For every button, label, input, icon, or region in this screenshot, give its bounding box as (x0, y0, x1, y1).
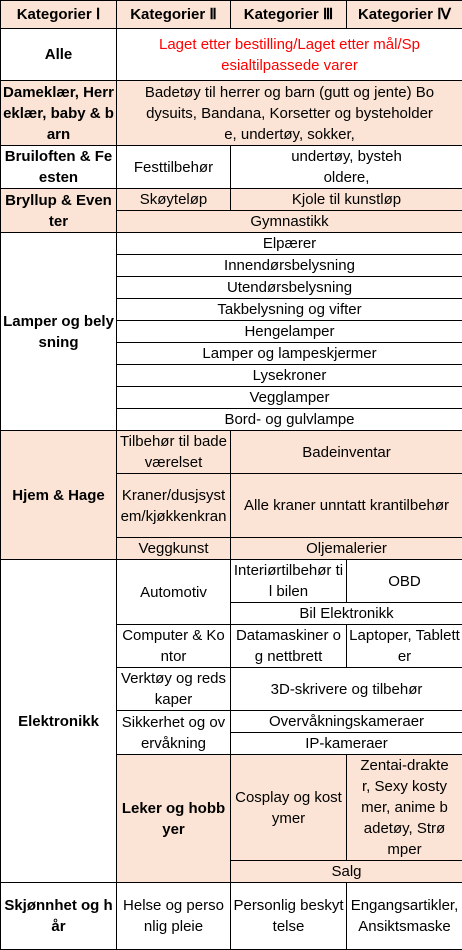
table-row (1, 431, 462, 474)
subcategory: Computer & Kontor (117, 625, 231, 668)
category-label: Bryllup & Eventer (1, 189, 117, 233)
category-label: Bruiloften & Feesten (1, 146, 117, 189)
table-row (1, 233, 462, 255)
subcategory: Cosplay og kostymer (231, 755, 347, 861)
subcategory: Engangsartikler, Ansiktsmaske (347, 883, 462, 950)
subcategory: OBD (347, 560, 462, 603)
subcategory: Kraner/dusjsystem/kjøkkenkran (117, 474, 231, 538)
category-label: Hjem & Hage (1, 431, 117, 560)
category-label: Leker og hobbyer (117, 755, 231, 883)
subcategory: Kjole til kunstløp (231, 189, 462, 211)
subcategory: Takbelysning og vifter (117, 299, 462, 321)
subcategory: Oljemalerier (231, 538, 462, 560)
subcategory: Lysekroner (117, 365, 462, 387)
category-items: Badetøy til herrer og barn (gutt og jente) Bodysuits, Bandana, Korsetter og bysteholdere, undertøy, sokker, (117, 81, 462, 146)
subcategory: Bil Elektronikk (231, 603, 462, 625)
table-row (1, 189, 462, 211)
category-label: Lamper og belysning (1, 233, 117, 431)
table-row (1, 29, 462, 81)
table-row (1, 560, 462, 603)
subcategory: Lamper og lampeskjermer (117, 343, 462, 365)
header-cell: Kategorier Ⅰ (1, 1, 117, 29)
subcategory: Zentai-drakter, Sexy kostymer, anime badetøy, Strømper (347, 755, 462, 861)
subcategory: Verktøy og redskaper (117, 668, 231, 711)
subcategory: Automotiv (117, 560, 231, 625)
subcategory: Innendørsbelysning (117, 255, 462, 277)
subcategory: IP-kameraer (231, 733, 462, 755)
category-label: Alle (1, 29, 117, 81)
table-row (1, 146, 462, 189)
header-cell: Kategorier Ⅲ (231, 1, 347, 29)
table-row (1, 883, 462, 950)
subcategory: Veggkunst (117, 538, 231, 560)
subcategory: Personlig beskyttelse (231, 883, 347, 950)
subcategory: Salg (231, 861, 462, 883)
category-label: Skjønnhet og hår (1, 883, 117, 950)
subcategory: 3D-skrivere og tilbehør (231, 668, 462, 711)
category-label: Elektronikk (1, 560, 117, 883)
subcategory: Skøyteløp (117, 189, 231, 211)
subcategory: Interiørtilbehør til bilen (231, 560, 347, 603)
subcategory: Gymnastikk (117, 211, 462, 233)
subcategory: Badeinventar (231, 431, 462, 474)
header-cell: Kategorier Ⅱ (117, 1, 231, 29)
subcategory: Datamaskiner og nettbrett (231, 625, 347, 668)
header-cell: Kategorier Ⅳ (347, 1, 462, 29)
subcategory: Utendørsbelysning (117, 277, 462, 299)
subcategory: Alle kraner unntatt krantilbehør (231, 474, 462, 538)
subcategory: Sikkerhet og overvåkning (117, 711, 231, 755)
subcategory: Helse og personlig pleie (117, 883, 231, 950)
subcategory: Laptoper, Tabletter (347, 625, 462, 668)
subcategory: Elpærer (117, 233, 462, 255)
subcategory: Tilbehør til badeværelset (117, 431, 231, 474)
category-label: Dameklær, Herreklær, baby & barn (1, 81, 117, 146)
subcategory: Festtilbehør (117, 146, 231, 189)
subcategory: Vegglamper (117, 387, 462, 409)
subcategory: Hengelamper (117, 321, 462, 343)
custom-note: Laget etter bestilling/Laget etter mål/Spesialtilpassede varer (117, 29, 462, 81)
table-row (1, 81, 462, 146)
subcategory: Overvåkningskameraer (231, 711, 462, 733)
subcategory: undertøy, bysteholdere, (231, 146, 462, 189)
header-row (1, 1, 462, 29)
subcategory: Bord- og gulvlampe (117, 409, 462, 431)
